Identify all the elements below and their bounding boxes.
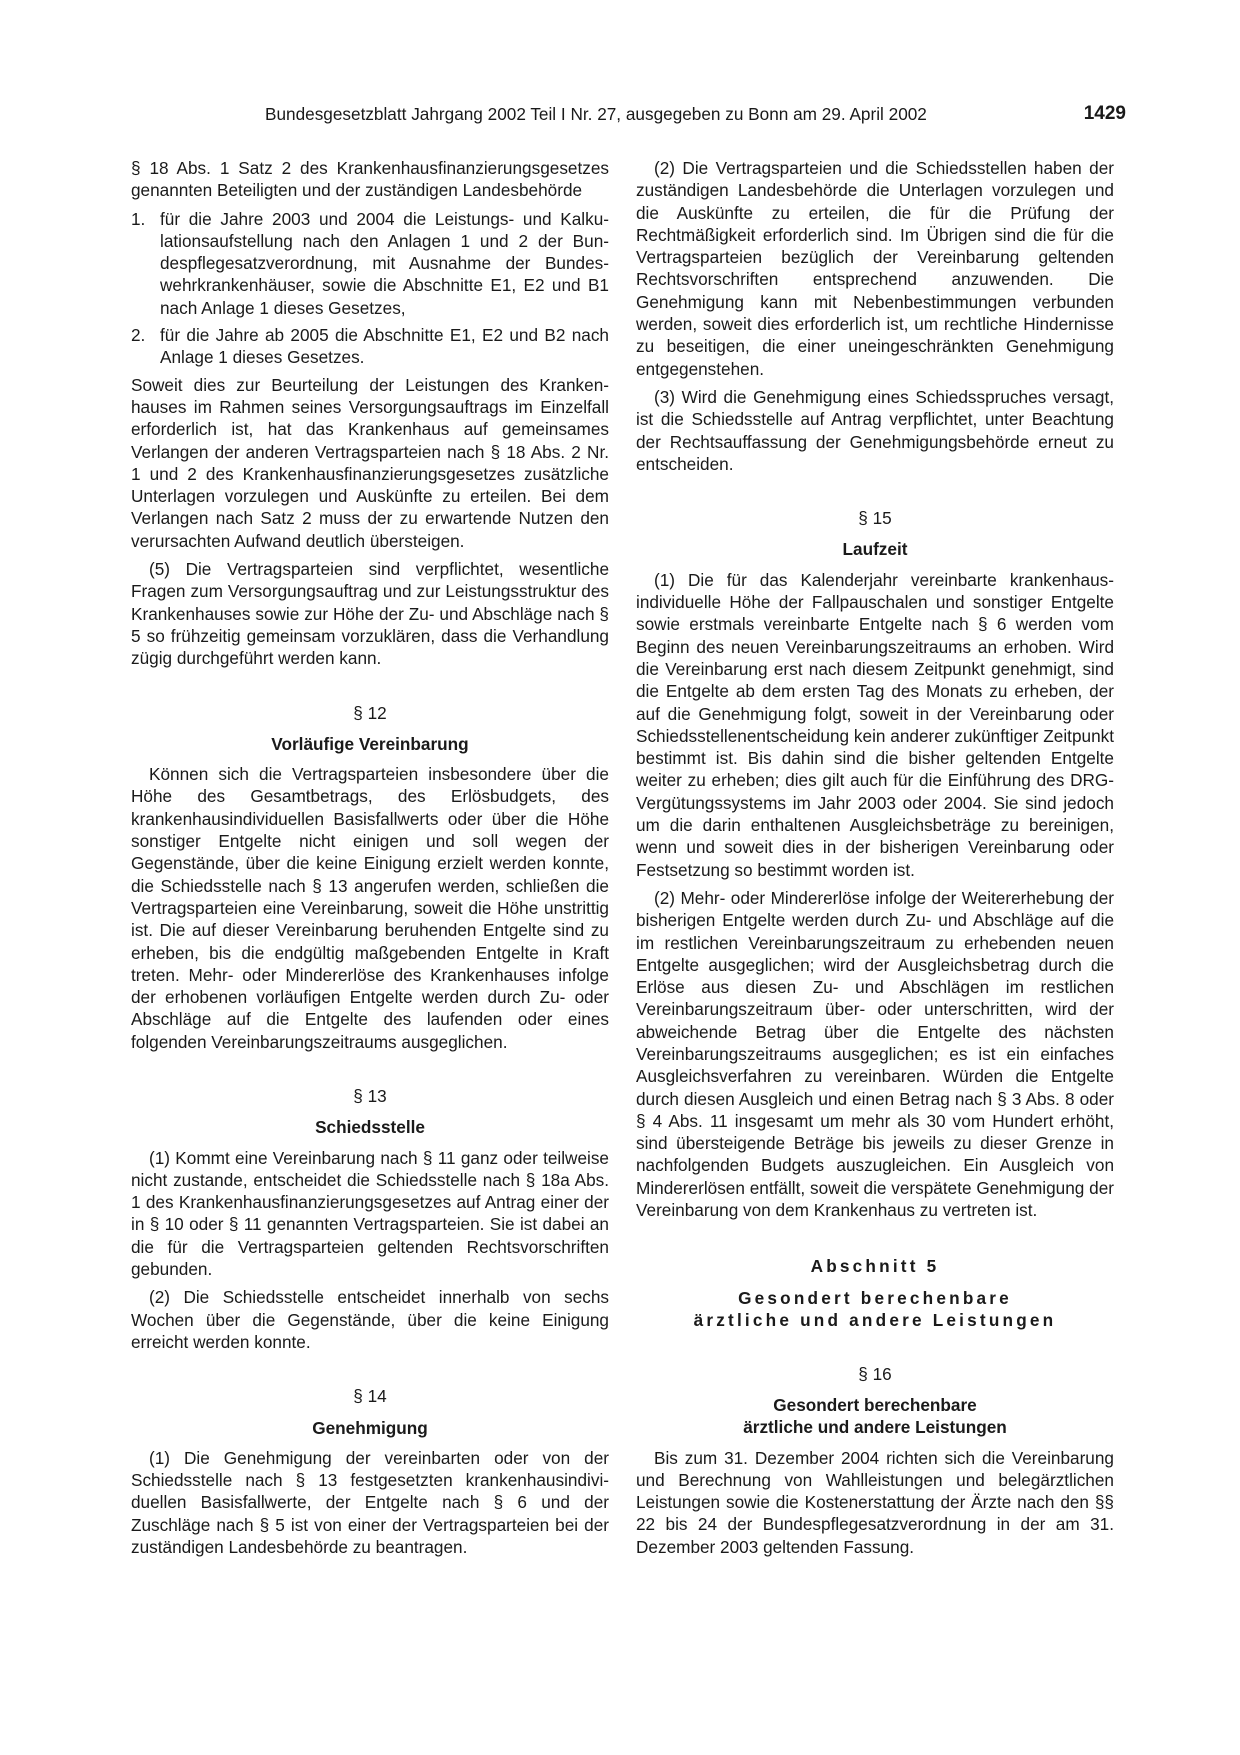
page-header: [265, 101, 1126, 127]
abschnitt-title-line-1: Gesondert berechenbare: [738, 1287, 1012, 1308]
section-14-paragraph-3: (3) Wird die Genehmigung eines Schiedsspruches versagt, ist die Schiedsstelle auf Antrag verpflichtet, unter Beachtung der Rechtsauffassung der Genehmigungsbehörde erneut zu entscheiden.: [636, 386, 1114, 474]
section-16-title-line-1: Gesondert berechenbare: [773, 1394, 977, 1415]
abschnitt-label: Abschnitt 5: [810, 1256, 940, 1277]
section-15-paragraph-2: (2) Mehr- oder Mindererlöse infolge der Weitererhebung der bisherigen Entgelte werden durch Zu- und Abschläge auf die im restlichen Vereinbarungszeitraum zu erhebenden neuen Entgelte ausgeglichen; wird der Ausgleichsbetrag durch die Erlöse aus diesen Zu- und Abschlägen im restlichen Vereinbarungszeitraum über- oder unterschritten, wird der abweichende Betrag über die Entgelte des nächsten Vereinbarungszeitraums ausgeglichen; es ist ein einfaches Ausgleichsverfahren zu vereinbaren. Würden die Entgelte durch diesen Ausgleich und einen Betrag nach § 3 Abs. 8 oder § 4 Abs. 11 insgesamt um mehr als 30 vom Hundert erhöht, sind übersteigende Beträge bis jeweils zu dieser Grenze in nachfolgenden Budgets auszugleichen. Ein Ausgleich von Mindererlösen entfällt, soweit die verspätete Genehmigung der Vereinbarung von dem Krankenhaus zu vertreten ist.: [636, 887, 1114, 1221]
section-14-paragraph-2: (2) Die Vertragsparteien und die Schiedsstellen haben der zuständigen Landesbehörde die Unterlagen vorzulegen und die Auskünfte zu erteilen, die für die Prüfung der Rechtmäßigkeit erforderlich sind. Im Übrigen sind die für die Vertragsparteien bezüglich der Vereinbarung geltenden Rechtsvorschriften entsprechend anzuwenden. Die Genehmigung kann mit Nebenbestimmungen verbunden werden, soweit dies erforderlich ist, um rechtliche Hindernisse zu beseitigen, die einer uneingeschränkten Genehmigung entgegenstehen.: [636, 158, 1114, 379]
paragraph-5: (5) Die Vertragsparteien sind verpflichtet, wesentliche Fragen zum Versorgungsauftrag und zur Leistungsstruktur des Krankenhauses sowie zur Höhe der Zu- und Abschläge nach § 5 so frühzeitig gemeinsam vorzuklären, dass die Verhandlung zügig durchgeführt werden kann.: [131, 559, 609, 669]
abschnitt-title-line-2: ärztliche und andere Leistungen: [693, 1309, 1057, 1330]
list-item-text: für die Jahre 2003 und 2004 die Leistungs- und Kalkulationsaufstellung nach den Anlagen 1 und 2 der Bundespflegesatzverordnung, mit Ausnahme der Bundeswehrkrankenhäuser, sowie die Abschnitte E1, E2 und B1 nach Anlage 1 dieses Gesetzes,: [160, 208, 609, 318]
intro-paragraph: § 18 Abs. 1 Satz 2 des Krankenhausfinanzierungsgesetzes genannten Beteiligten und der zuständigen Landesbehörde: [131, 158, 609, 201]
section-14-number: § 14: [353, 1386, 387, 1407]
left-column: [131, 157, 609, 1564]
section-15-title: Laufzeit: [842, 539, 908, 560]
section-12-title: Vorläufige Vereinbarung: [271, 733, 469, 754]
section-15-paragraph-1: (1) Die für das Kalenderjahr vereinbarte krankenhausindividuelle Höhe der Fallpauschalen und sonstiger Entgelte sowie erstmals vereinbarte Entgelte nach § 6 werden vom Beginn des neuen Vereinbarungszeitraums an erhoben. Wird die Vereinbarung erst nach diesem Zeitpunkt genehmigt, sind die Entgelte ab dem ersten Tag des Monats zu erheben, der auf die Genehmigung folgt, soweit in der Vereinbarung oder Schiedsstellenentscheidung kein anderer zukünftiger Zeitpunkt bestimmt ist. Bis dahin sind die bisher geltenden Entgelte weiter zu erheben; dies gilt auch für die Einführung des DRG-Vergütungssystems im Jahr 2003 oder 2004. Sie sind jedoch um die darin enthaltenen Ausgleichsbeträge zu bereinigen, wenn und soweit dies in der bisherigen Vereinbarung oder Festsetzung so bestimmt worden ist.: [636, 569, 1114, 880]
section-13-number: § 13: [353, 1085, 387, 1106]
section-12-number: § 12: [353, 702, 387, 723]
section-16-number: § 16: [858, 1363, 892, 1384]
right-column: [636, 157, 1114, 1564]
page-number: 1429: [1083, 103, 1126, 124]
list-item: [131, 324, 609, 369]
section-14-paragraph-1: (1) Die Genehmigung der vereinbarten oder von der Schiedsstelle nach § 13 festgesetzten krankenhausindividuellen Basisfallwerte, der Entgelte nach § 6 und der Zuschläge nach § 5 ist von einer der Vertragsparteien bei der zuständigen Landesbehörde zu beantragen.: [131, 1447, 609, 1558]
section-12-text: Können sich die Vertragsparteien insbesondere über die Höhe des Gesamtbetrags, des Erlösbudgets, des krankenhausindividuellen Basisfallwerts oder über die Höhe sonstiger Entgelte nicht einigen und soll wegen der Gegenstände, über die keine Einigung erzielt werden konnte, die Schiedsstelle nach § 13 angerufen werden, schließen die Vertragsparteien eine Vereinbarung, soweit die Höhe unstrittig ist. Die auf dieser Vereinbarung beruhenden Entgelte sind zu erheben, bis die endgültig maßgebenden Entgelte in Kraft treten. Mehr- oder Mindererlöse des Krankenhauses infolge der erhobenen vorläufigen Entgelte werden durch Zu- oder Abschläge auf die Entgelte des laufenden oder eines folgenden Vereinbarungszeitraums ausgeglichen.: [131, 764, 609, 1052]
list-item-number: 1.: [131, 208, 146, 229]
list-item-text: für die Jahre ab 2005 die Abschnitte E1, E2 und B2 nach Anlage 1 dieses Gesetzes.: [160, 325, 609, 368]
list-item: [131, 208, 609, 319]
soweit-paragraph: Soweit dies zur Beurteilung der Leistungen des Krankenhauses im Rahmen seines Versorgungsauftrags im Einzelfall erforderlich ist, hat das Krankenhaus auf gemeinsames Verlangen der anderen Vertragsparteien nach § 18 Abs. 2 Nr. 1 und 2 des Krankenhausfinanzierungsgesetzes zusätzliche Unterlagen vorzulegen und Auskünfte zu erteilen. Bei dem Verlangen nach Satz 2 muss der zu erwartende Nutzen den verursachten Aufwand deutlich übersteigen.: [131, 374, 609, 551]
section-14-title: Genehmigung: [312, 1417, 428, 1438]
section-16-title-line-2: ärztliche und andere Leistungen: [743, 1417, 1007, 1438]
header-title: Bundesgesetzblatt Jahrgang 2002 Teil I Nr. 27, ausgegeben zu Bonn am 29. April 2002: [265, 104, 927, 124]
section-16-text: Bis zum 31. Dezember 2004 richten sich die Vereinbarung und Berechnung von Wahlleistungen und belegärztlichen Leistungen sowie die Kostenerstattung der Ärzte nach den §§ 22 bis 24 der Bundespflegesatzverordnung in der am 31. Dezember 2003 geltenden Fassung.: [636, 1447, 1114, 1557]
section-15-number: § 15: [858, 508, 892, 529]
list-item-number: 2.: [131, 325, 146, 346]
section-13-paragraph-1: (1) Kommt eine Vereinbarung nach § 11 ganz oder teilweise nicht zustande, entscheidet die Schiedsstelle nach § 18a Abs. 1 des Krankenhausfinanzierungsgesetzes auf Antrag einer der in § 10 oder § 11 genannten Vertragsparteien. Sie ist dabei an die für die Vertragsparteien geltenden Rechtsvorschriften gebunden.: [131, 1147, 609, 1280]
numbered-list: [131, 208, 609, 369]
section-13-paragraph-2: (2) Die Schiedsstelle entscheidet innerhalb von sechs Wochen über die Gegenstände, über die keine Einigung erreicht werden konnte.: [131, 1287, 609, 1352]
section-13-title: Schiedsstelle: [315, 1117, 425, 1138]
